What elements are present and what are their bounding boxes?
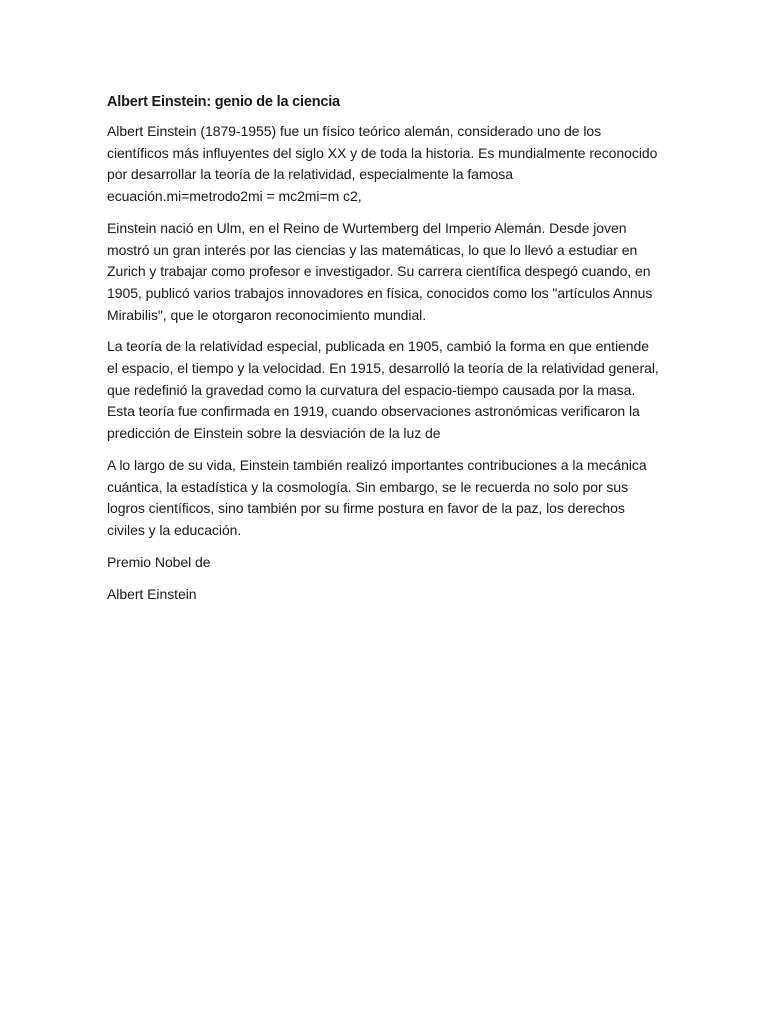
paragraph-early-life: Einstein nació en Ulm, en el Reino de Wurtemberg del Imperio Alemán. Desde joven mostró un gran interés por las ciencias y las matemáticas, lo que lo llevó a estudiar en Zurich y trabajar como profesor e investigador. Su carrera científica despegó cuando, en 1905, publicó varios trabajos innovadores en física, conocidos como los "artículos Annus Mirabilis", que le otorgaron reconocimiento mundial. <box>107 219 653 323</box>
paragraph-legacy: A lo largo de su vida, Einstein también realizó importantes contribuciones a la mecánica cuántica, la estadística y la cosmología. Sin embargo, se le recuerda no solo por sus logros científicos, sino también por su firme postura en favor de la paz, los derechos civiles y la educación. <box>107 456 647 538</box>
paragraph-intro: Albert Einstein (1879-1955) fue un físico teórico alemán, considerado uno de los científicos más influyentes del siglo XX y de toda la historia. Es mundialmente reconocido por desarrollar la teoría de la relatividad, especialmente la famosa ecuación.mi=metrodo2mi = mc2mi=m c2, <box>107 123 658 205</box>
paragraph-nobel: Premio Nobel de <box>107 553 211 570</box>
paragraph-name: Albert Einstein <box>107 585 197 602</box>
document-title: Albert Einstein: genio de la ciencia <box>107 94 340 110</box>
paragraph-relativity: La teoría de la relatividad especial, publicada en 1905, cambió la forma en que entiende el espacio, el tiempo y la velocidad. En 1915, desarrolló la teoría de la relatividad general, que redefinió la gravedad como la curvatura del espacio-tiempo causada por la masa. Esta teoría fue confirmada en 1919, cuando observaciones astronómicas verificaron la predicción de Einstein sobre la desviación de la luz de <box>107 338 659 442</box>
